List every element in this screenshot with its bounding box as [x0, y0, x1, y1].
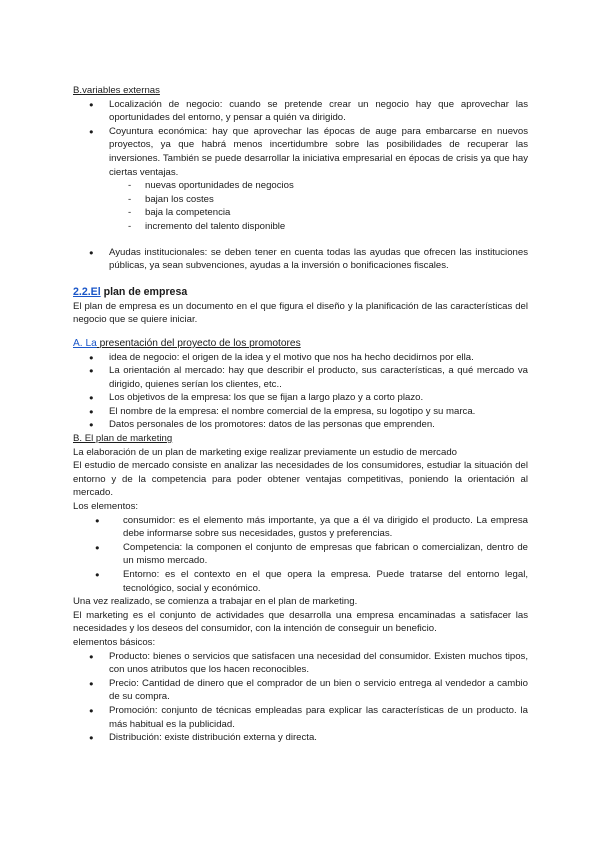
variables-externas-list — [73, 98, 528, 180]
list-item: ● Entorno: es el contexto en el que opera la empresa. Puede tratarse del entorno legal, tecnológico, social y económico. — [73, 568, 528, 595]
list-item: ● Datos personales de los promotores: datos de las personas que emprenden. — [73, 418, 528, 432]
list-item: ● Producto: bienes o servicios que satisfacen una necesidad del consumidor. Existen muchos tipos, con unos atributos que los hacen reconocibles. — [73, 650, 528, 677]
list-item: ● Los objetivos de la empresa: los que se fijan a largo plazo y a corto plazo. — [73, 391, 528, 405]
elementos-label: Los elementos: — [73, 501, 139, 513]
list-item: ● Promoción: conjunto de técnicas empleadas para explicar las características de un producto. la más habitual es la publicidad. — [73, 704, 528, 731]
list-item: ● Coyuntura económica: hay que aprovechar las épocas de auge para embarcarse en nuevos proyectos, ya que habrá menos incertidumbre sobre las posibilidades de recuperar las inversiones. También se puede desarrollar la iniciativa empresarial en épocas de crisis ya que hay ciertas ventajas. — [73, 125, 528, 179]
list-item: ● Precio: Cantidad de dinero que el comprador de un bien o servicio entrega al vendedor a cambio de su compra. — [73, 677, 528, 704]
heading-letter-link[interactable]: A. La — [73, 337, 97, 349]
section-heading-plan-de-empresa — [73, 285, 528, 299]
estudio-mercado-paragraph: El estudio de mercado consiste en analizar las necesidades de los consumidores, estudiar la situación del entorno y de la competencia para poder obtener ventajas competitivas, poniendo la orientación al mercado. — [73, 460, 528, 499]
section-heading-presentacion — [73, 337, 528, 351]
dash-item: - nuevas oportunidades de negocios — [73, 179, 528, 193]
list-item: ● consumidor: es el elemento más importante, ya que a él va dirigido el producto. La empresa debe informarse sobre sus necesidades, gustos y preferencias. — [73, 514, 528, 541]
elementos-list — [73, 514, 528, 596]
presentacion-list — [73, 351, 528, 433]
list-item: ● El nombre de la empresa: el nombre comercial de la empresa, su logotipo y su marca. — [73, 405, 528, 419]
list-item: ● Localización de negocio: cuando se pretende crear un negocio hay que aprovechar las oportunidades del entorno, y pensar a quién va dirigido. — [73, 98, 528, 125]
section-heading-plan-marketing: B. El plan de marketing — [73, 433, 173, 445]
list-item: ● idea de negocio: el origen de la idea y el motivo que nos ha hecho decidirnos por ella. — [73, 351, 528, 365]
basicos-label: elementos básicos: — [73, 636, 156, 648]
dash-item: - bajan los costes — [73, 193, 528, 207]
basicos-list — [73, 650, 528, 745]
plan-intro-paragraph: El plan de empresa es un documento en el que figura el diseño y la planificación de las características del negocio que se quiere iniciar. — [73, 300, 528, 326]
ventajas-dash-list — [73, 179, 528, 233]
marketing-line: La elaboración de un plan de marketing exige realizar previamente un estudio de mercado — [73, 446, 457, 458]
spacer — [73, 234, 528, 246]
marketing-definition-paragraph: El marketing es el conjunto de actividades que desarrolla una empresa encaminadas a satisfacer las necesidades y los deseos del consumidor, con la intención de conseguir un beneficio. — [73, 609, 528, 635]
heading-title: presentación del proyecto de los promotores — [96, 337, 301, 349]
ayudas-list — [73, 246, 528, 273]
list-item: ● Ayudas institucionales: se deben tener en cuenta todas las ayudas que ofrecen las instituciones públicas, ya sean subvenciones, ayudas a la inversión o bonificaciones fiscales. — [73, 246, 528, 273]
marketing-line: Una vez realizado, se comienza a trabajar en el plan de marketing. — [73, 596, 358, 608]
document-body — [73, 84, 528, 745]
list-item: ● Competencia: la componen el conjunto de empresas que fabrican o comercializan, dentro de un mismo mercado. — [73, 541, 528, 568]
dash-item: - incremento del talento disponible — [73, 220, 528, 234]
dash-item: - baja la competencia — [73, 206, 528, 220]
heading-text: plan de empresa — [100, 285, 188, 298]
heading-number-link[interactable]: 2.2.El — [73, 285, 101, 298]
list-item: ● La orientación al mercado: hay que describir el producto, sus características, a qué mercado va dirigido, quienes serían los clientes, etc.. — [73, 364, 528, 391]
section-heading-variables-externas: B.variables externas — [73, 85, 160, 96]
list-item: ● Distribución: existe distribución externa y directa. — [73, 731, 528, 745]
